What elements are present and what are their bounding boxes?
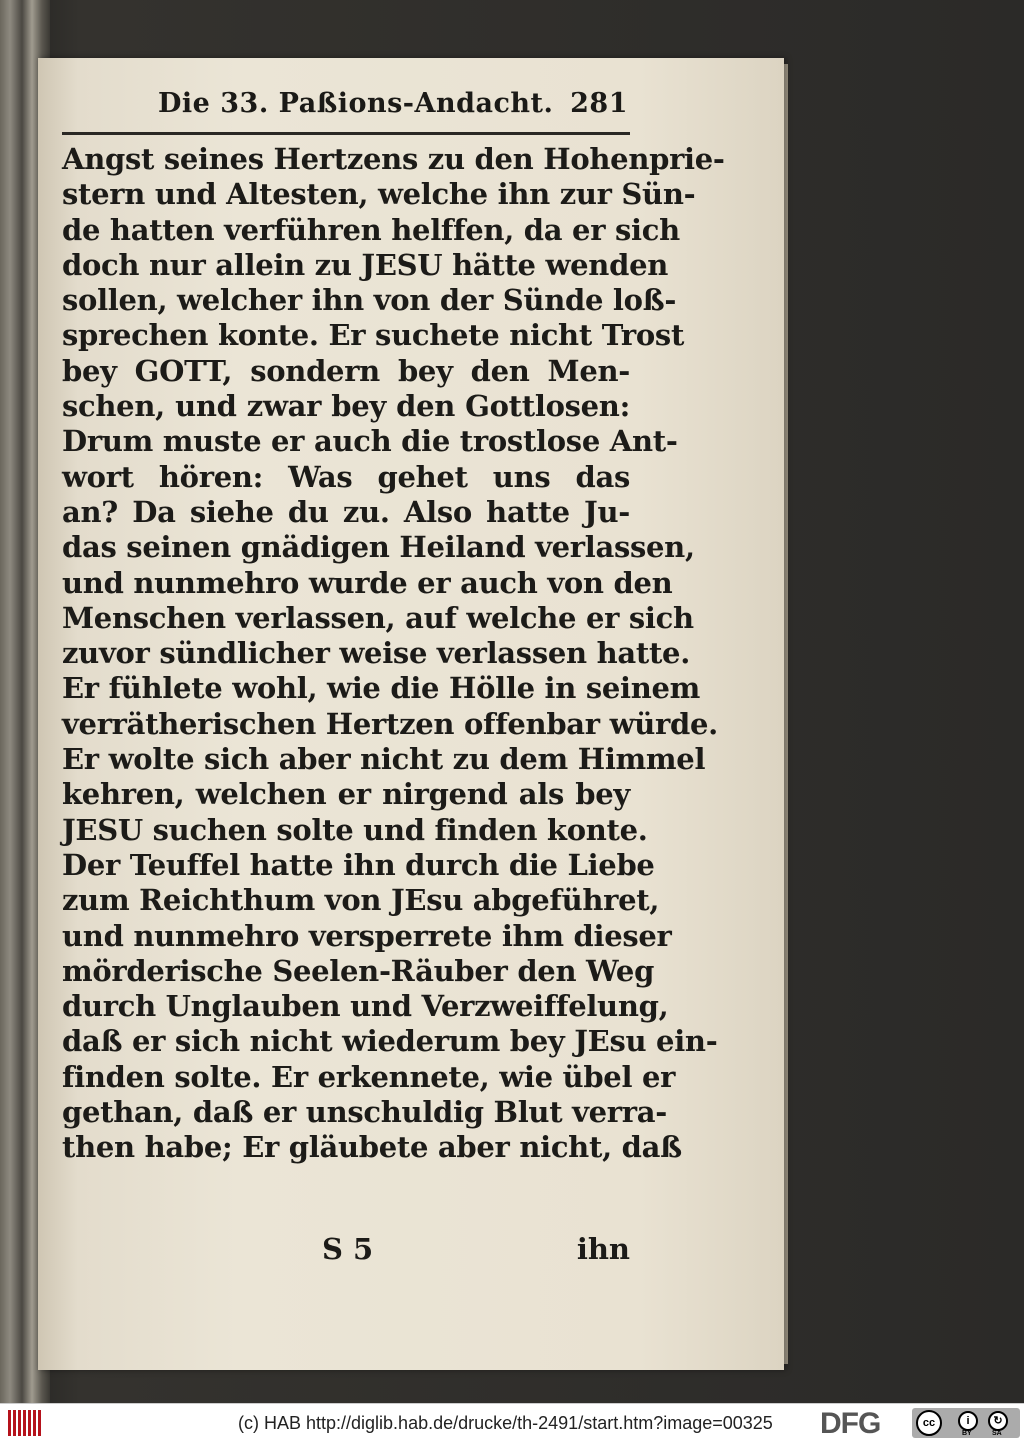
text-line: Drum muste er auch die trostlose Ant- bbox=[62, 424, 678, 459]
text-line: zuvor sündlicher weise verlassen hatte. bbox=[62, 636, 690, 671]
text-line: bey GOTT, sondern bey den Men- bbox=[62, 353, 630, 388]
hab-logo-icon bbox=[8, 1410, 44, 1436]
text-line: kehren, welchen er nirgend als bey bbox=[62, 777, 630, 812]
text-line: doch nur allein zu JESU hätte wenden bbox=[62, 247, 669, 282]
running-title: Die 33. Paßions-Andacht. bbox=[158, 88, 554, 119]
text-line: das seinen gnädigen Heiland verlassen, bbox=[62, 530, 695, 565]
body-text bbox=[62, 142, 725, 1166]
text-line: gethan, daß er unschuldig Blut verra- bbox=[62, 1095, 667, 1130]
page-foot bbox=[62, 1232, 630, 1272]
text-line: finden solte. Er erkennete, wie übel er bbox=[62, 1059, 676, 1094]
text-line: schen, und zwar bey den Gottlosen: bbox=[62, 389, 630, 424]
sa-label: SA bbox=[992, 1430, 1002, 1437]
text-line: mörderische Seelen-Räuber den Weg bbox=[62, 953, 655, 988]
text-line: und nunmehro wurde er auch von den bbox=[62, 565, 673, 600]
viewer-footer bbox=[0, 1403, 1024, 1442]
text-line: de hatten verführen helffen, da er sich bbox=[62, 212, 680, 247]
text-line: sprechen konte. Er suchete nicht Trost bbox=[62, 318, 685, 353]
sa-icon: ↻ bbox=[988, 1411, 1008, 1431]
cc-icon: cc bbox=[916, 1410, 942, 1436]
text-line: und nunmehro versperrete ihm dieser bbox=[62, 918, 672, 953]
text-line: then habe; Er gläubete aber nicht, daß bbox=[62, 1130, 682, 1165]
text-line: Er wolte sich aber nicht zu dem Himmel bbox=[62, 742, 706, 777]
text-line: Menschen verlassen, auf welche er sich bbox=[62, 600, 694, 635]
text-line: sollen, welcher ihn von der Sünde loß- bbox=[62, 283, 677, 318]
page-number: 281 bbox=[570, 88, 628, 119]
dfg-logo: DFG bbox=[820, 1407, 881, 1440]
signature-mark: S 5 bbox=[322, 1232, 374, 1266]
by-label: BY bbox=[962, 1430, 972, 1437]
license-badge[interactable] bbox=[912, 1408, 1020, 1438]
text-line: Er fühlete wohl, wie die Hölle in seinem bbox=[62, 671, 701, 706]
text-line: Der Teuffel hatte ihn durch die Liebe bbox=[62, 847, 655, 882]
header-rule bbox=[62, 132, 630, 135]
text-line: durch Unglauben und Verzweiffelung, bbox=[62, 989, 669, 1024]
text-line: wort hören: Was gehet uns das bbox=[62, 459, 630, 494]
text-line: daß er sich nicht wiederum bey JEsu ein- bbox=[62, 1024, 718, 1059]
catchword: ihn bbox=[576, 1232, 630, 1266]
by-icon: i bbox=[958, 1411, 978, 1431]
text-line: an? Da siehe du zu. Also hatte Ju- bbox=[62, 494, 630, 529]
credit-link[interactable]: (c) HAB http://diglib.hab.de/drucke/th-2491/start.htm?image=00325 bbox=[238, 1413, 773, 1433]
text-line: verrätherischen Hertzen offenbar würde. bbox=[62, 706, 718, 741]
text-line: JESU suchen solte und finden konte. bbox=[62, 812, 648, 847]
text-line: zum Reichthum von JEsu abgeführet, bbox=[62, 883, 660, 918]
running-header bbox=[158, 84, 628, 128]
text-line: stern und Altesten, welche ihn zur Sün- bbox=[62, 177, 696, 212]
text-line: Angst seines Hertzens zu den Hohenprie- bbox=[62, 142, 725, 176]
